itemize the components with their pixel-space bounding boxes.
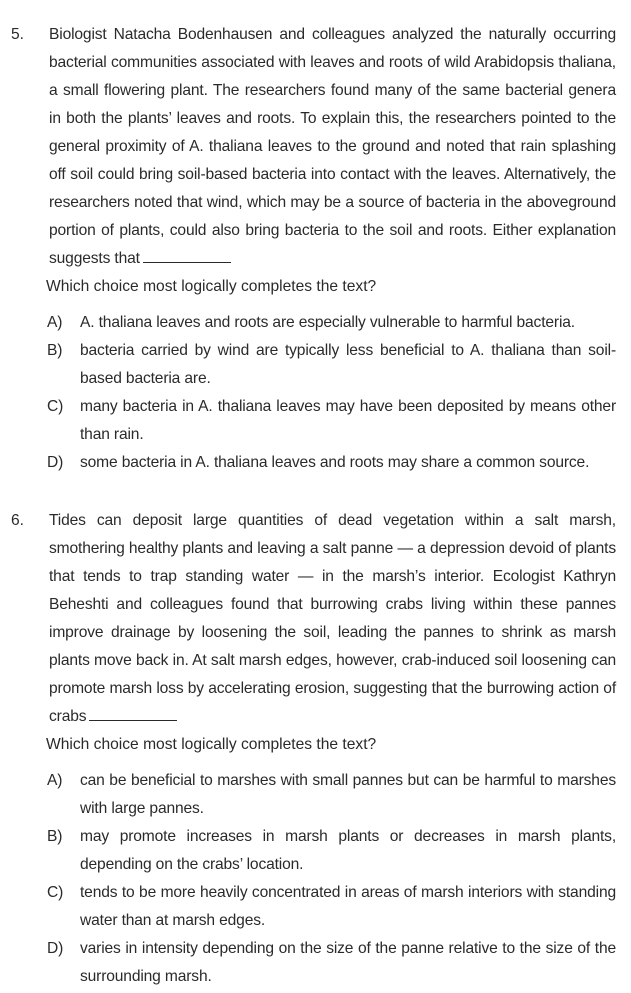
answer-blank xyxy=(143,248,231,263)
question-number: 5. xyxy=(11,26,25,43)
answer-choice-c[interactable] xyxy=(47,393,616,449)
question-passage xyxy=(49,507,616,731)
answer-choice-a[interactable] xyxy=(47,309,616,337)
choice-text: A. thaliana leaves and roots are especially vulnerable to harmful bacteria. xyxy=(80,314,575,331)
question-prompt: Which choice most logically completes the text? xyxy=(46,736,377,753)
choice-letter: A) xyxy=(47,314,63,331)
answer-choice-b[interactable] xyxy=(47,337,616,393)
choice-letter: B) xyxy=(47,342,63,359)
answer-choices xyxy=(0,309,631,477)
choice-text: many bacteria in A. thaliana leaves may have been deposited by means other than rain. xyxy=(80,398,616,443)
question-prompt: Which choice most logically completes the text? xyxy=(46,278,377,295)
answer-choice-c[interactable] xyxy=(47,879,616,935)
passage-text: Tides can deposit large quantities of dead vegetation within a salt marsh, smothering healthy plants and leaving a salt panne — a depression devoid of plants that tends to trap standing water — in the marsh’s interior. Ecologist Kathryn Beheshti and colleagues found that burrowing crabs living within these pannes improve drainage by loosening the soil, leading the pannes to shrink as marsh plants move back in. At salt marsh edges, however, crab-induced soil loosening can promote marsh loss by accelerating erosion, suggesting that the burrowing action of crabs xyxy=(49,512,616,725)
choice-letter: D) xyxy=(47,940,64,957)
question-number: 6. xyxy=(11,512,25,529)
question-passage xyxy=(49,21,616,273)
choice-letter: D) xyxy=(47,454,64,471)
answer-choice-d[interactable] xyxy=(47,935,616,991)
choice-letter: C) xyxy=(47,398,64,415)
answer-choice-a[interactable] xyxy=(47,767,616,823)
answer-blank xyxy=(89,706,177,721)
choice-text: can be beneficial to marshes with small pannes but can be harmful to marshes with large pannes. xyxy=(80,772,616,817)
choice-text: varies in intensity depending on the size of the panne relative to the size of the surrounding marsh. xyxy=(80,940,616,985)
choice-letter: B) xyxy=(47,828,63,845)
answer-choice-d[interactable] xyxy=(47,449,616,477)
passage-text: Biologist Natacha Bodenhausen and colleagues analyzed the naturally occurring bacterial communities associated with leaves and roots of wild Arabidopsis thaliana, a small flowering plant. The researchers found many of the same bacterial genera in both the plants’ leaves and roots. To explain this, the researchers pointed to the general proximity of A. thaliana leaves to the ground and noted that rain splashing off soil could bring soil-based bacteria into contact with the leaves. Alternatively, the researchers noted that wind, which may be a source of bacteria in the aboveground portion of plants, could also bring bacteria to the soil and roots. Either explanation suggests that xyxy=(49,26,616,267)
question-6 xyxy=(0,507,631,991)
choice-text: bacteria carried by wind are typically less beneficial to A. thaliana than soil-based bacteria are. xyxy=(80,342,616,387)
choice-letter: A) xyxy=(47,772,63,789)
answer-choices xyxy=(0,767,631,991)
choice-text: tends to be more heavily concentrated in areas of marsh interiors with standing water than at marsh edges. xyxy=(80,884,616,929)
choice-text: may promote increases in marsh plants or decreases in marsh plants, depending on the crabs’ location. xyxy=(80,828,616,873)
choice-text: some bacteria in A. thaliana leaves and roots may share a common source. xyxy=(80,454,590,471)
answer-choice-b[interactable] xyxy=(47,823,616,879)
choice-letter: C) xyxy=(47,884,64,901)
question-5 xyxy=(0,21,631,477)
